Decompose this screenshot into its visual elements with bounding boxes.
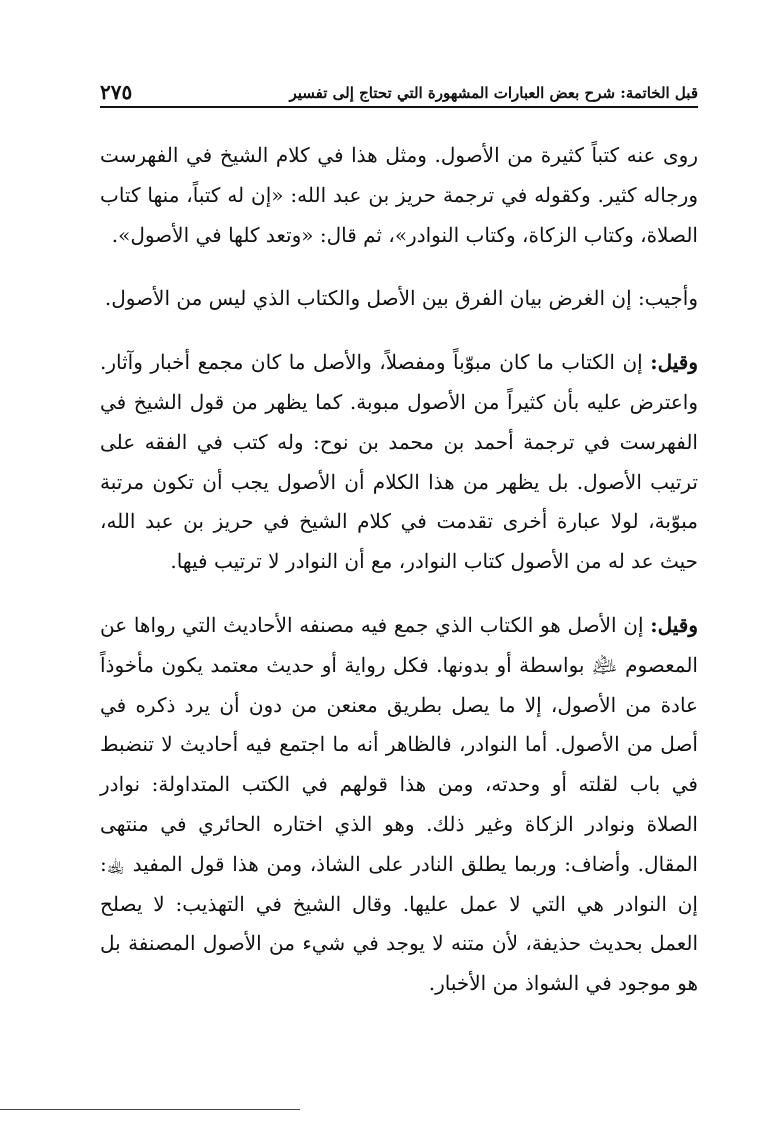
running-title: قبل الخاتمة: شرح بعض العبارات المشهورة التي تحتاج إلى تفسير xyxy=(289,84,698,102)
page-body xyxy=(100,136,698,1028)
paragraph-lead: وقيل: xyxy=(650,350,698,375)
page-header xyxy=(100,78,698,106)
paragraph-text: إن الكتاب ما كان مبوّباً ومفصلاً، والأصل ما كان مجمع أخبار وآثار. واعترض عليه بأن كثيراً من الأصول مبوبة. كما يظهر من قول الشيخ في الفهرست في ترجمة أحمد بن محمد بن نوح: وله كتب في الفقه على ترتيب الأصول. بل يظهر من هذا الكلام أن الأصول يجب أن تكون مرتبة مبوّبة، لولا عبارة أخرى تقدمت في كلام الشيخ في حريز بن عبد الله، حيث عد له من الأصول كتاب النوادر، مع أن النوادر لا ترتيب فيها. xyxy=(100,350,698,574)
page-number: ٢٧٥ xyxy=(100,80,133,104)
paragraph-text: وأجيب: إن الغرض بيان الفرق بين الأصل والكتاب الذي ليس من الأصول. xyxy=(104,286,698,311)
header-rule xyxy=(100,106,698,108)
paragraph xyxy=(100,606,698,1004)
bottom-line xyxy=(0,1109,300,1110)
paragraph xyxy=(100,136,698,255)
paragraph xyxy=(100,279,698,319)
paragraph-lead: وقيل: xyxy=(650,612,698,637)
paragraph-text: روى عنه كتباً كثيرة من الأصول. ومثل هذا في كلام الشيخ في الفهرست ورجاله كثير. وكقوله في ترجمة حريز بن عبد الله: «إن له كتباً، منها كتاب الصلاة، وكتاب الزكاة، وكتاب النوادر»، ثم قال: «وتعد كلها في الأصول». xyxy=(100,143,698,247)
paragraph-text: إن الأصل هو الكتاب الذي جمع فيه مصنفه الأحاديث التي رواها عن المعصوم ﵇ بواسطة أو بدونها. فكل رواية أو حديث معتمد يكون مأخوذاً عادة من الأصول، إلا ما يصل بطريق معنعن من دون أن يرد ذكره في أصل من الأصول. أما النوادر، فالظاهر أنه ما اجتمع فيه أحاديث لا تنضبط في باب لقلته أو وحدته، ومن هذا قولهم في الكتب المتداولة: نوادر الصلاة ونوادر الزكاة وغير ذلك. وهو الذي اختاره الحائري في منتهى المقال. وأضاف: وربما يطلق النادر على الشاذ، ومن هذا قول المفيد ﵀: إن النوادر هي التي لا عمل عليها. وقال الشيخ في التهذيب: لا يصلح العمل بحديث حذيفة، لأن متنه لا يوجد في شيء من الأصول المصنفة بل هو موجود في الشواذ من الأخبار. xyxy=(100,612,698,996)
paragraph xyxy=(100,343,698,582)
